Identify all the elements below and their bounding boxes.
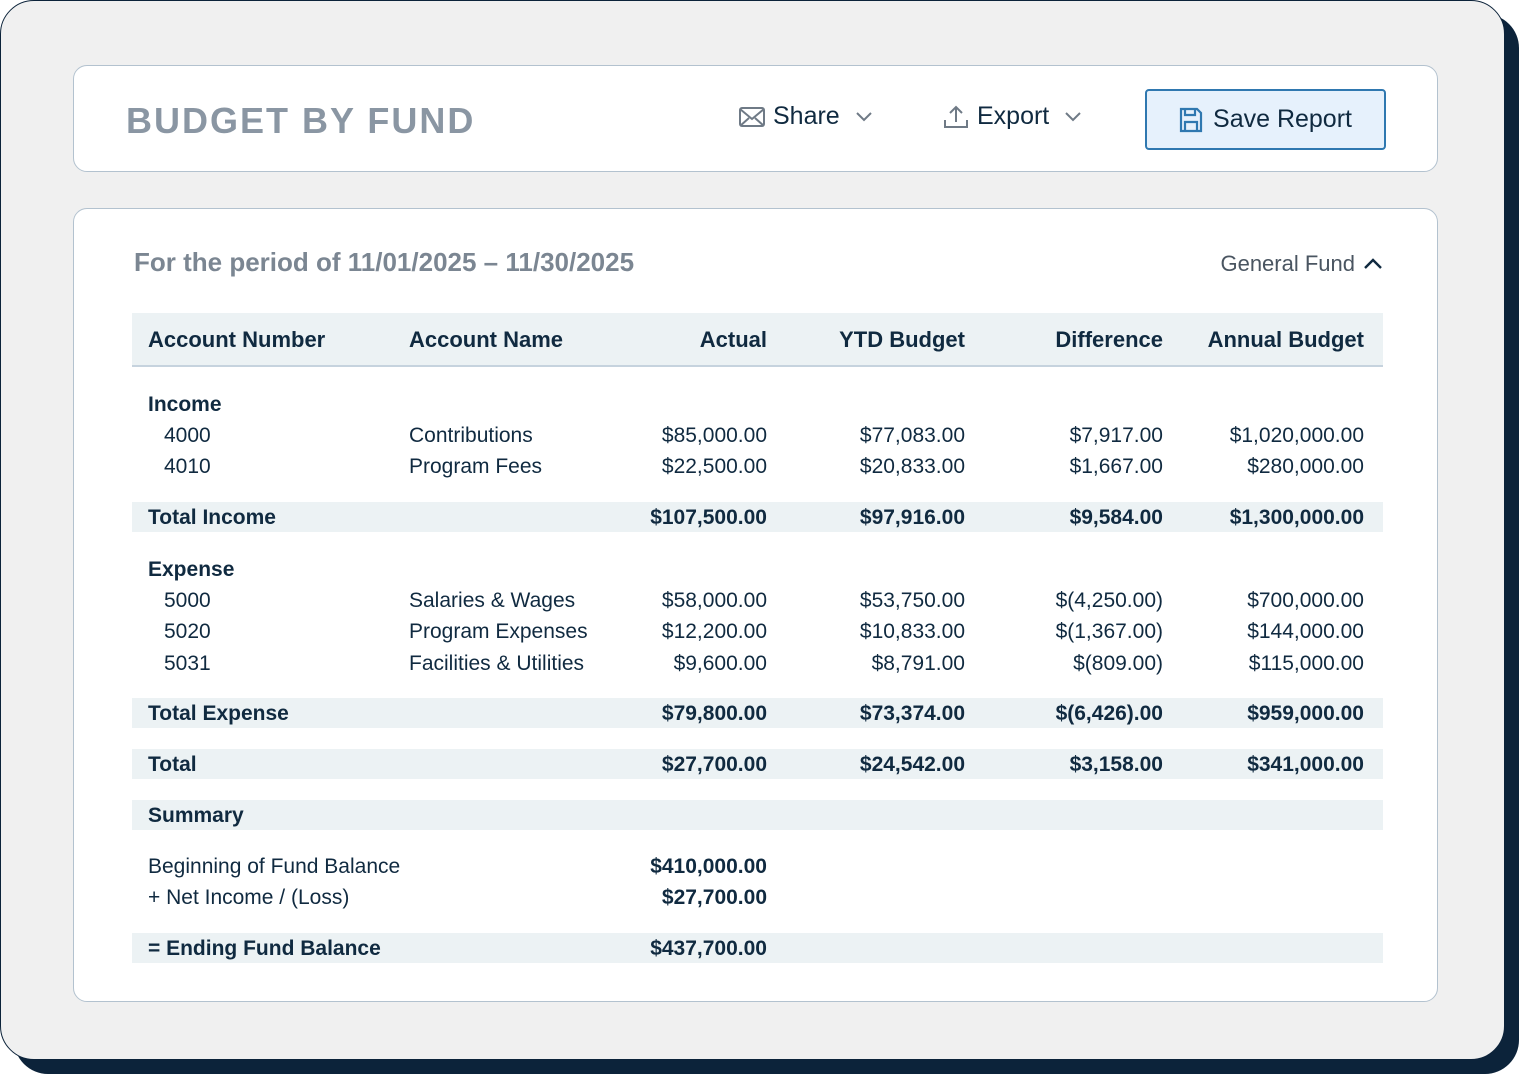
amount: $20,833.00	[859, 455, 965, 478]
amount: $12,200.00	[661, 620, 767, 643]
column-header-account-number: Account Number	[148, 327, 326, 352]
summary-header	[132, 800, 1383, 830]
column-header-difference: Difference	[1055, 327, 1163, 352]
total-amount: $959,000.00	[1247, 702, 1364, 725]
account-name: Contributions	[409, 424, 533, 447]
table-row	[132, 451, 1383, 481]
total-amount: $27,700.00	[661, 753, 767, 776]
amount: $115,000.00	[1248, 652, 1364, 675]
total-row	[132, 698, 1383, 728]
column-header-actual: Actual	[699, 327, 767, 352]
amount: $280,000.00	[1247, 455, 1364, 478]
total-amount: $(6,426).00	[1055, 702, 1163, 725]
amount: $(4,250.00)	[1055, 589, 1163, 612]
amount: $10,833.00	[859, 620, 965, 643]
report-header	[73, 65, 1438, 172]
account-number: 4010	[164, 455, 211, 478]
grand-total-row	[132, 749, 1383, 779]
total-label: Total Expense	[148, 702, 289, 725]
beginning-amount: $410,000.00	[650, 855, 767, 878]
section-label	[132, 554, 1383, 584]
account-name: Program Fees	[409, 455, 543, 478]
ending-amount: $437,700.00	[650, 937, 767, 960]
save-icon	[1179, 107, 1203, 133]
total-amount: $24,542.00	[859, 753, 965, 776]
amount: $1,020,000.00	[1229, 424, 1364, 447]
account-number: 5000	[164, 589, 211, 612]
amount: $8,791.00	[871, 652, 965, 675]
section-label	[132, 389, 1383, 419]
summary-label: Summary	[148, 804, 244, 827]
mail-icon	[739, 106, 765, 128]
table-row	[132, 616, 1383, 646]
amount: $58,000.00	[661, 589, 767, 612]
page-title: BUDGET BY FUND	[126, 100, 476, 141]
table-row	[132, 420, 1383, 450]
account-number: 4000	[164, 424, 211, 447]
column-header-account-name: Account Name	[409, 327, 564, 352]
table-row	[132, 648, 1383, 678]
amount: $1,667.00	[1069, 455, 1163, 478]
amount: $53,750.00	[859, 589, 965, 612]
ending-balance-row	[132, 933, 1383, 963]
total-amount: $3,158.00	[1069, 753, 1163, 776]
total-amount: $107,500.00	[650, 506, 767, 529]
column-header-ytd-budget: YTD Budget	[839, 327, 965, 352]
chevron-down-icon	[1063, 111, 1083, 123]
period-label: For the period of 11/01/2025 – 11/30/2025	[134, 247, 635, 277]
report-body	[73, 208, 1438, 1002]
section-income-label: Income	[148, 393, 222, 416]
amount: $144,000.00	[1247, 620, 1364, 643]
amount: $(1,367.00)	[1055, 620, 1163, 643]
net-amount: $27,700.00	[661, 886, 767, 909]
chevron-down-icon	[854, 111, 874, 123]
beginning-balance-row	[132, 851, 1383, 881]
beginning-label: Beginning of Fund Balance	[148, 855, 401, 878]
account-number: 5031	[164, 652, 211, 675]
account-name: Program Expenses	[409, 620, 588, 643]
fund-selector[interactable]	[1220, 251, 1383, 277]
table-header	[132, 313, 1383, 367]
net-income-row	[132, 882, 1383, 912]
total-amount: $73,374.00	[859, 702, 965, 725]
total-amount: $79,800.00	[661, 702, 767, 725]
save-report-button[interactable]	[1145, 89, 1386, 150]
total-amount: $1,300,000.00	[1229, 506, 1364, 529]
section-expense-label: Expense	[148, 558, 235, 581]
net-label: + Net Income / (Loss)	[148, 886, 350, 909]
save-label: Save Report	[1213, 105, 1352, 133]
share-button[interactable]	[739, 102, 874, 131]
amount: $9,600.00	[673, 652, 767, 675]
amount: $85,000.00	[661, 424, 767, 447]
total-amount: $97,916.00	[859, 506, 965, 529]
account-name: Facilities & Utilities	[409, 652, 585, 675]
amount: $7,917.00	[1069, 424, 1163, 447]
upload-icon	[943, 104, 969, 130]
account-name: Salaries & Wages	[409, 589, 576, 612]
total-amount: $9,584.00	[1069, 506, 1163, 529]
chevron-up-icon	[1363, 258, 1383, 270]
amount: $(809.00)	[1073, 652, 1163, 675]
amount: $700,000.00	[1247, 589, 1364, 612]
total-row	[132, 502, 1383, 532]
amount: $22,500.00	[661, 455, 767, 478]
fund-label: General Fund	[1220, 251, 1355, 276]
amount: $77,083.00	[859, 424, 965, 447]
total-amount: $341,000.00	[1247, 753, 1364, 776]
export-button[interactable]	[943, 102, 1083, 131]
table-row	[132, 585, 1383, 615]
ending-label: = Ending Fund Balance	[148, 937, 381, 960]
export-label: Export	[977, 102, 1050, 130]
share-label: Share	[773, 102, 840, 130]
total-label: Total Income	[148, 506, 276, 529]
account-number: 5020	[164, 620, 211, 643]
column-header-annual-budget: Annual Budget	[1207, 327, 1364, 352]
total-label: Total	[148, 753, 197, 776]
